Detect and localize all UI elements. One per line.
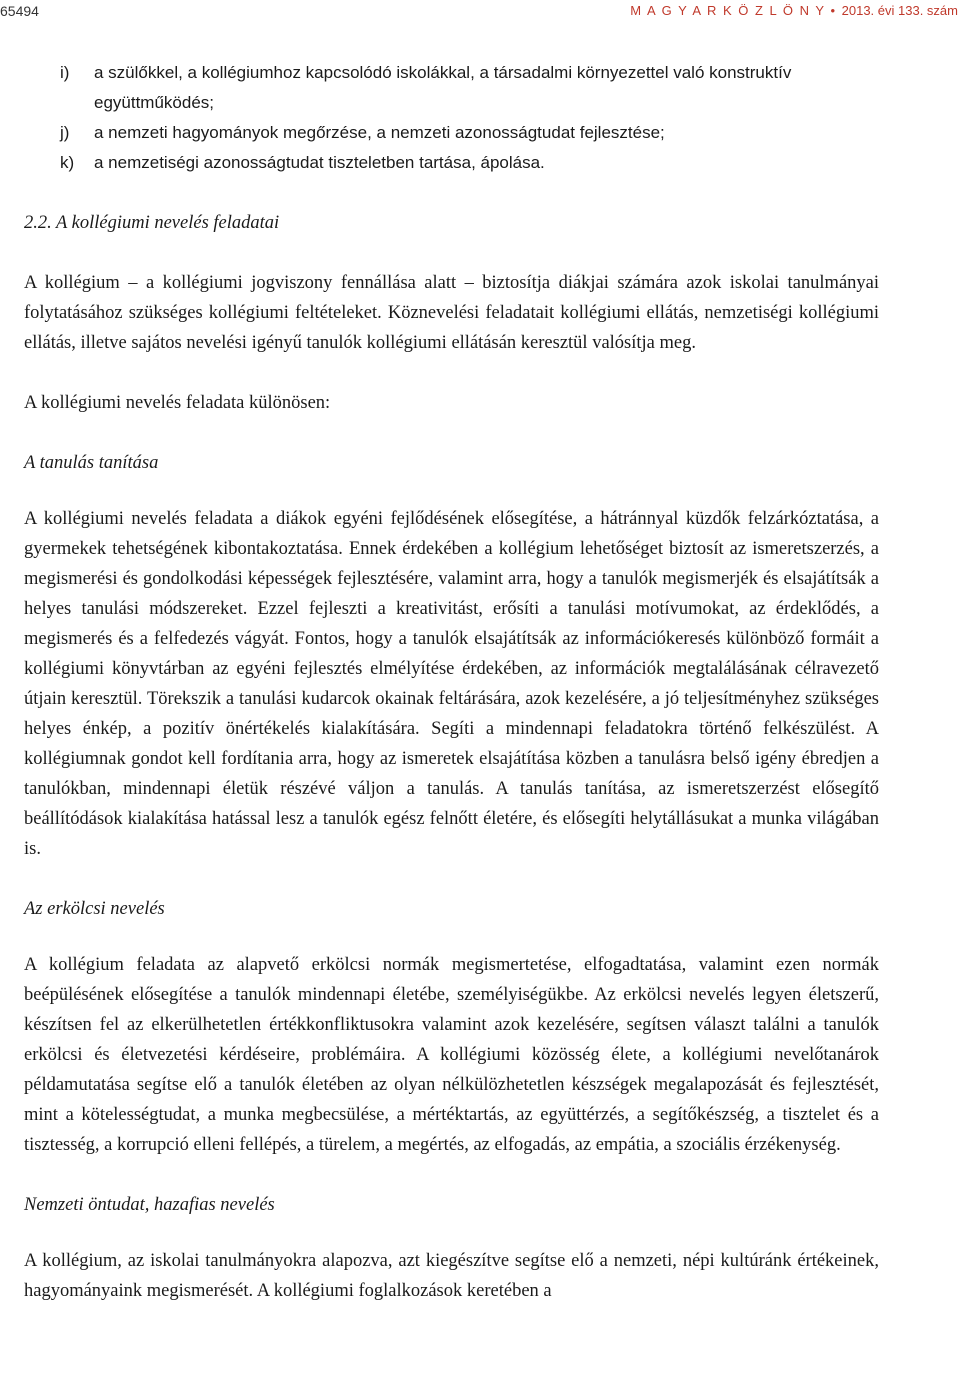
list-text: a szülőkkel, a kollégiumhoz kapcsolódó iskolákkal, a társadalmi környezettel való konstruktív együttműködés;	[94, 63, 792, 112]
list-item	[24, 148, 879, 178]
section-lead-text: A kollégiumi nevelés feladata különösen:	[24, 393, 331, 413]
subsection-body-moral: A kollégium feladata az alapvető erkölcsi normák megismertetése, elfogadtatása, valamint ezen normák beépülésének elősegítése a tanulók mindennapi életébe, személyiségükbe. Az erkölcsi nevelés legyen életszerű, készítsen fel az elkerülhetetlen értékkonfliktusokra valamint azok kezelésére, segítsen választ találni a tanulók erkölcsi és életvezetési kérdéseire, problémáira. A kollégiumi közösség élete, a kollégiumi nevelőtanárok példamutatása segítse elő a tanulók életében az olyan nélkülözhetetlen készségek megalapozását és fejlesztését, mint a kötelességtudat, a munka megbecsülése, a mértéktartás, az együttérzés, a segítőkészség, a tisztelet és a tisztesség, a korrupció elleni fellépés, a türelem, a megértés, az elfogadás, az empátia, a szociális érzékenység.	[24, 955, 879, 1155]
list-marker: j)	[60, 123, 70, 142]
page-number: 65494	[0, 3, 39, 19]
list-text: a nemzeti hagyományok megőrzése, a nemzeti azonosságtudat fejlesztése;	[94, 123, 665, 142]
issue-number: 2013. évi 133. szám	[841, 3, 958, 18]
list-item	[24, 58, 879, 118]
list-marker: i)	[60, 63, 70, 82]
journal-name: M A G Y A R K Ö Z L Ö N Y	[630, 3, 826, 18]
page-header	[0, 0, 960, 22]
subsection-body-learning: A kollégiumi nevelés feladata a diákok egyéni fejlődésének elősegítése, a hátránnyal küzdők felzárkóztatása, a gyermekek tehetségének kibontakoztatása. Ennek érdekében a kollégium lehetőséget biztosít az ismeretszerzés, a megismerési és gondolkodási képességek fejlesztésére, valamint arra, hogy a tanulók megismerjék és elsajátítsák a helyes tanulási módszereket. Ezzel fejleszti a kreativitást, erősíti a tanulási motívumokat, az érdeklődés, a megismerés és a felfedezés vágyát. Fontos, hogy a tanulók elsajátítsák az információkeresés különböző formáit a kollégiumi könyvtárban az egyéni fejlesztés elmélyítése érdekében, az információk megtalálásának célravezető útjain keresztül. Törekszik a tanulási kudarcok okainak feltárására, azok kezelésére, a jó teljesítményhez szükséges helyes énkép, a pozitív önértékelés kialakítására. Segíti a mindennapi feladatokra történő felkészülést. A kollégiumnak gondot kell fordítania arra, hogy az ismeretek elsajátítása közben a tanulásra belső igény ébredjen a tanulókban, mindennapi életük részévé váljon a tanulás. A tanulás tanítása, az ismeretszerzést elősegítő beállítódások kialakítása hatással lesz a tanulók egész felnőtt életére, és elősegíti helytállásukat a munka világában is.	[24, 509, 879, 859]
list-text: a nemzetiségi azonosságtudat tiszteletben tartása, ápolása.	[94, 153, 545, 172]
list-item	[24, 118, 879, 148]
subsection-title-learning: A tanulás tanítása	[24, 453, 159, 473]
list-marker: k)	[60, 153, 75, 172]
section-intro-paragraph: A kollégium – a kollégiumi jogviszony fennállása alatt – biztosítja diákjai számára azok iskolai tanulmányai folytatásához szükséges kollégiumi feltételeket. Köznevelési feladatait kollégiumi ellátás, nemzetiségi kollégiumi ellátás, illetve sajátos nevelési igényű tanulók kollégiumi ellátásán keresztül valósítja meg.	[24, 273, 879, 353]
journal-title	[630, 3, 958, 18]
document-body	[24, 58, 879, 1306]
enumerated-list	[24, 58, 879, 178]
section-heading: 2.2. A kollégiumi nevelés feladatai	[24, 213, 280, 233]
subsection-title-moral: Az erkölcsi nevelés	[24, 899, 165, 919]
subsection-body-patriotic: A kollégium, az iskolai tanulmányokra alapozva, azt kiegészítve segítse elő a nemzeti, népi kultúránk értékeinek, hagyományaink megismerését. A kollégiumi foglalkozások keretében a	[24, 1251, 879, 1301]
bullet-separator: •	[830, 3, 837, 18]
subsection-title-patriotic: Nemzeti öntudat, hazafias nevelés	[24, 1195, 275, 1215]
